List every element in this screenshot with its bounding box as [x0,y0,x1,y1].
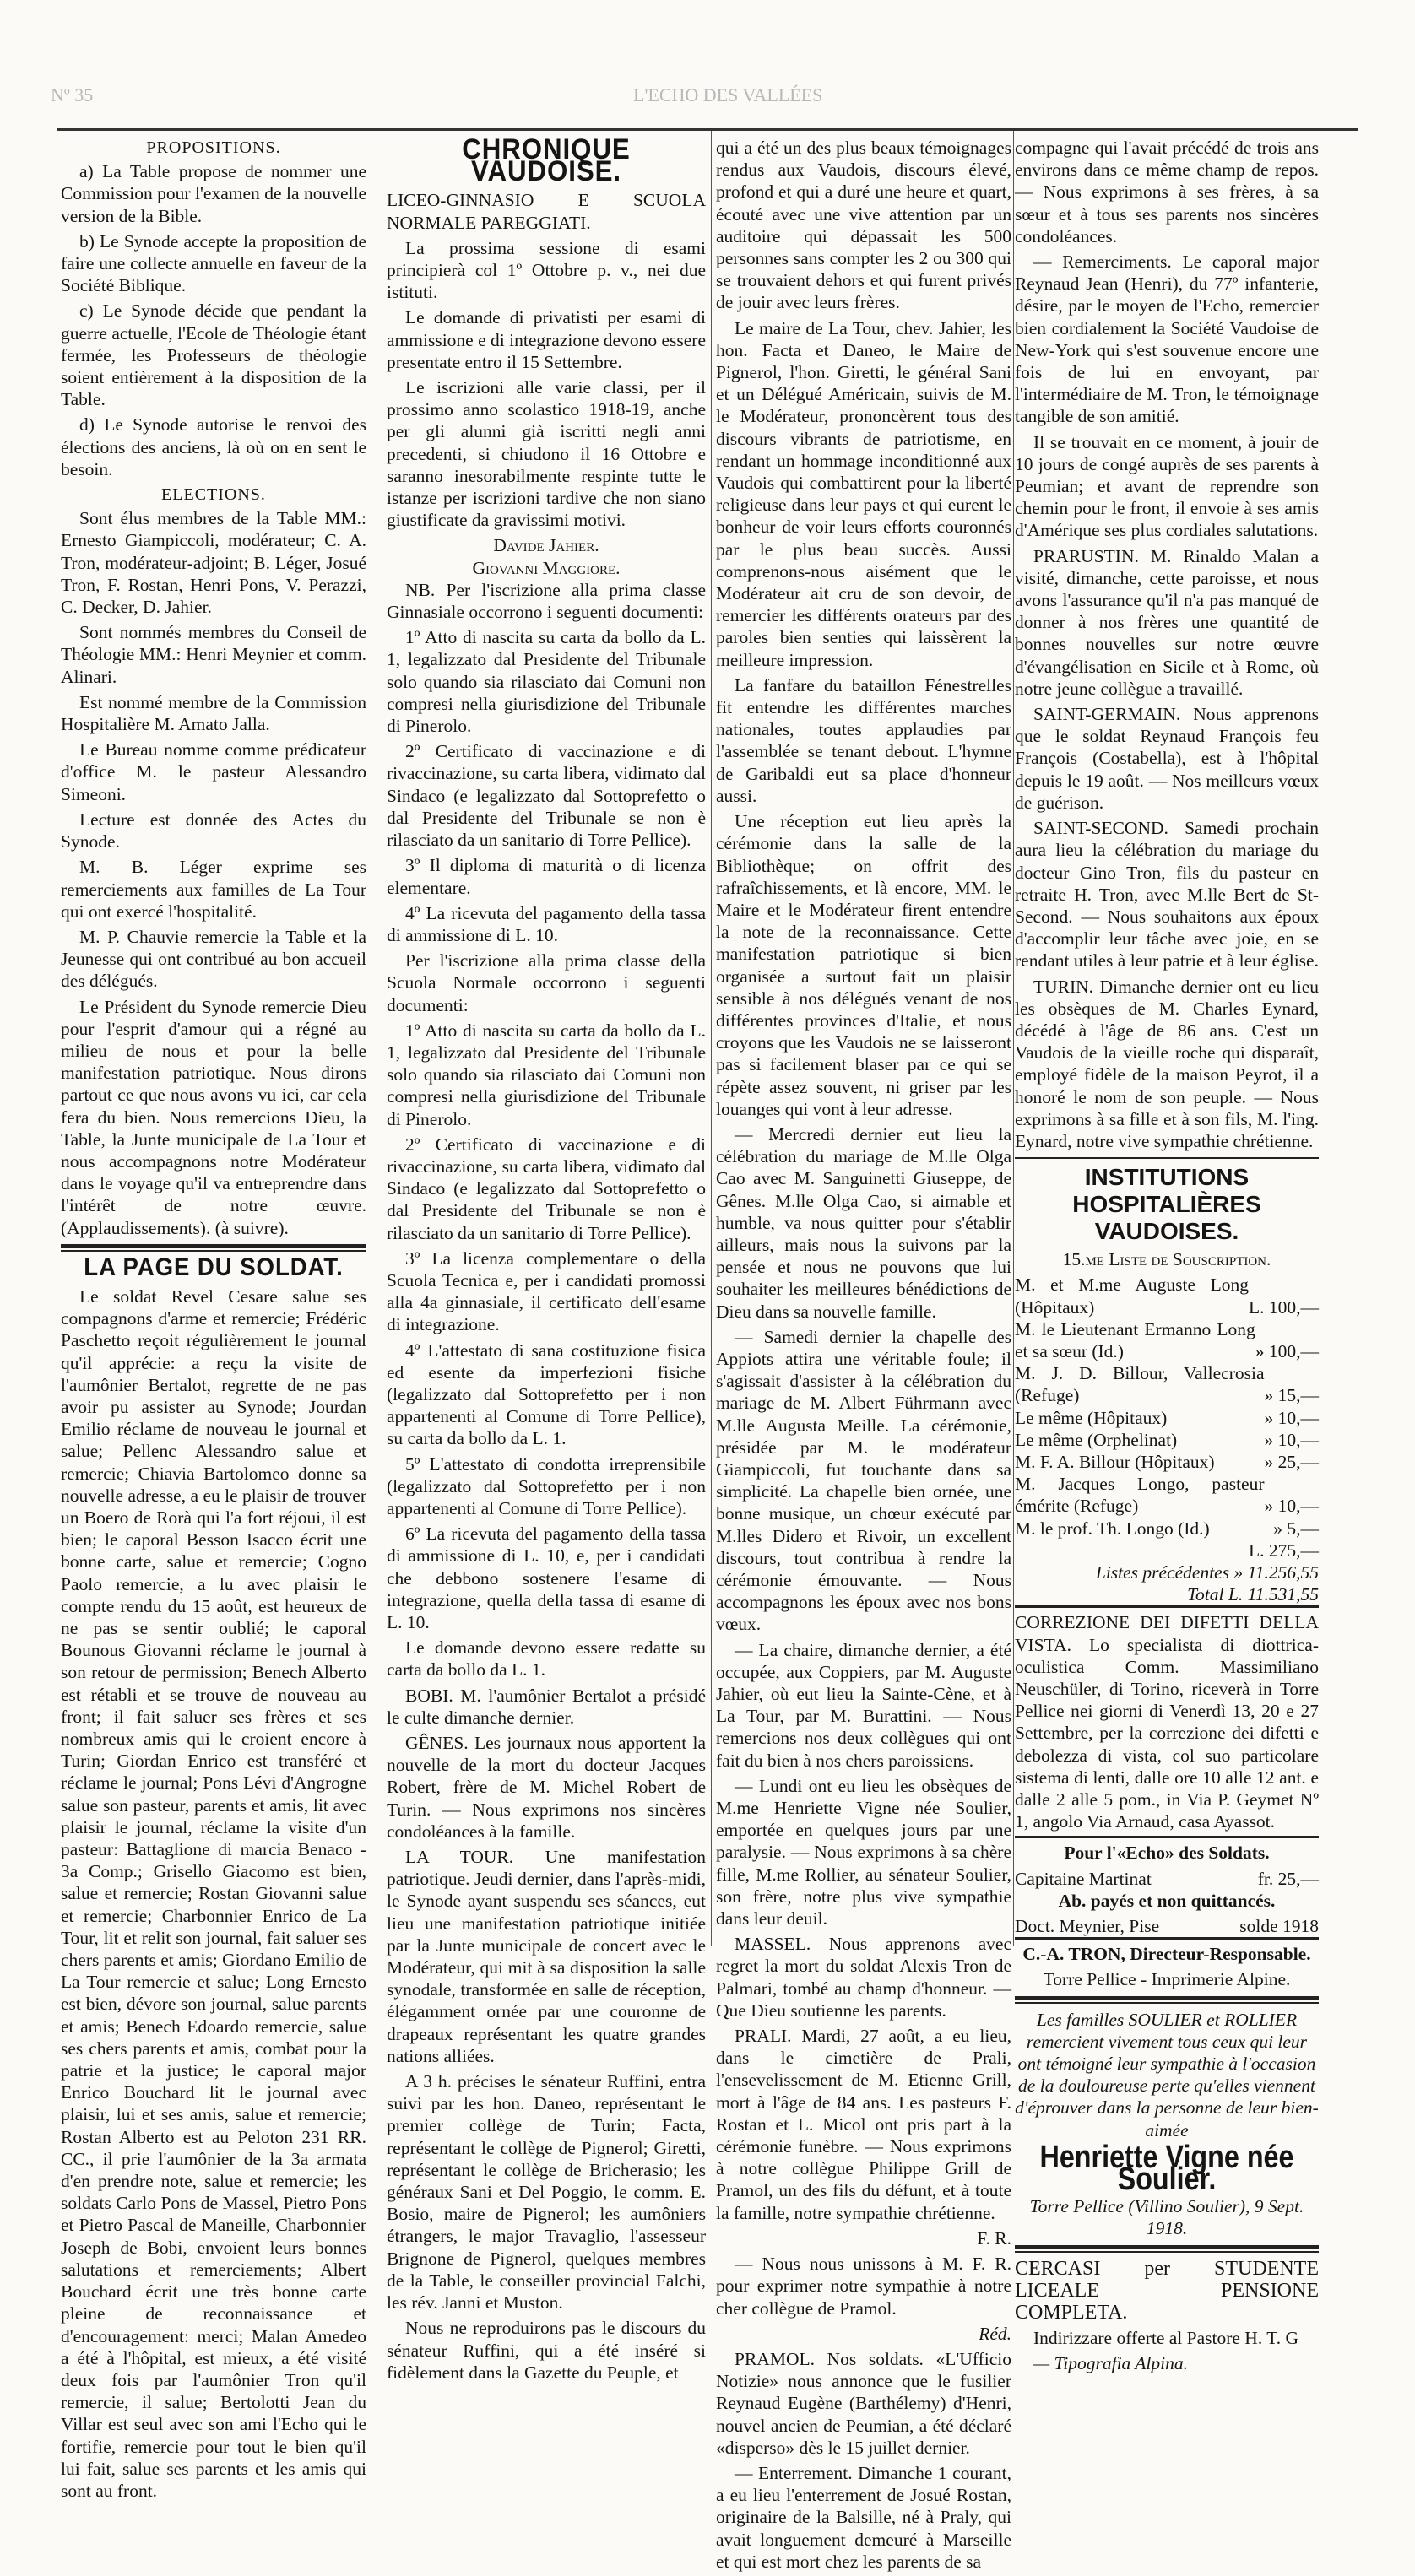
column-divider [1013,131,1014,1946]
paragraph: 4º La ricevuta del pagamento della tassa di ammissione di L. 10. [387,902,706,945]
paragraph: GÊNES. Les journaux nous apportent la nouvelle de la mort du docteur Jacques Robert, frère de M. Michel Robert de Turin. — Nous exprimons nos sincères condoléances à la famille. [387,1733,706,1842]
donor-name: M. le Lieutenant Ermanno Long et sa sœur (Id.) [1015,1318,1255,1361]
section-heading: ELECTIONS. [161,485,266,505]
paragraph: — Enterrement. Dimanche 1 courant, a eu lieu l'enterrement de Josué Rostan, originaire de la Balsille, né à Praly, qui avait longuement demeuré à Marseille et qui est mort chez les parents de sa [716,2462,1011,2572]
paragraph: Lecture est donnée des Actes du Synode. [61,809,366,852]
editor-box [1015,1937,1319,1990]
donation-row [1015,1518,1319,1540]
paragraph: Une réception eut lieu après la cérémonie dans la salle de la Bibliothèque; on offrit des rafraîchissements, et là encore, MM. le Maire et le Modérateur firent entendre la note de la reconnaissance. Cette manifestation patriotique si bien organisée a surtout fait un plaisir sensible à nos délégués venant de nos différentes provinces d'Italie, et nous croyons que les Vaudois ne se laisseront pas si facilement blaser par ce qui se répète assez souvent, ni griser par les louanges qui vont à leur adresse. [716,811,1011,1119]
column-2 [387,133,706,2387]
donor-name: M. F. A. Billour (Hôpitaux) [1015,1451,1215,1472]
subheading: 15.me Liste de Souscription. [1062,1249,1271,1270]
donation-row [1015,1451,1319,1473]
donation-row [1015,1362,1319,1406]
donor-name: M. et M.me Auguste Long (Hôpitaux) [1015,1274,1249,1318]
paragraph: PRARUSTIN. M. Rinaldo Malan a visité, dimanche, cette paroisse, et nous avons l'assurance qu'il n'a pas manqué de donner à nos frères une quantité de bonnes nouvelles sur notre œuvre d'évangélisation en Sicile et à Rome, où notre jeune collègue a travaillé. [1015,545,1319,699]
sum-line: L. 275,— [1248,1540,1319,1561]
paragraph: 3º Il diploma di maturità o di licenza elementare. [387,855,706,898]
section-rule [1015,1157,1319,1159]
echo-amount: fr. 25,— [1257,1868,1319,1889]
paragraph: M. P. Chauvie remercie la Table et la Jeunesse qui ont contribué au bon accueil des délégués. [61,926,366,992]
paragraph: Le soldat Revel Cesare salue ses compagnons d'arme et remercie; Frédéric Paschetto reçoit régulièrement le journal qu'il apprécie: a reçu la visite de l'aumônier Bertalot, regrette de ne pas avoir pu assister au Synode; Jourdan Emilio réclame de nouveau le journal et salue; Pellenc Alessandro salue et remercie; Chiavia Bartolomeo donne sa nouvelle adresse, a eu le plaisir de trouver un Boero de Rorà qui l'a fort réjoui, il est bien; le caporal Besson Isacco écrit une bonne carte, salue et remercie; Cogno Paolo remercie, a lu avec plaisir le compte rendu du 15 août, est heureux de ne pas se sentir oublié; le caporal Bounous Giovanni réclame le journal à son retour de permission; Benech Alberto est rétabli et se trouve de nouveau au front; il fait saluer ses frères et ses nombreux amis qui le croient encore à Turin; Giordan Enrico est transféré et réclame le journal; Pons Lévi d'Angrogne salue son pasteur, parents et amis, lit avec plaisir le journal, réclame la visite d'un pasteur: Battaglione di marcia Benaco - 3a Comp.; Grisello Giacomo est bien, salue et remercie; Rostan Giovanni salue et remercie; Charbonnier Enrico de La Tour, lit et relit son journal, fait saluer ses chers parents et amis; Giordano Emilio de La Tour remercie et salue; Long Ernesto est bien, dévore son journal, salue parents et amis; Benech Edoardo remercie, salue ses chers parents et amis, combat pour la patrie et la justice; le caporal major Enrico Bouchard lit le journal avec plaisir, lui et ses amis, salue et remercie; Rostan Alberto est au Peloton 231 RR. CC., il prie l'aumônier de la 3a armata d'en prendre note, salue et remercie; les soldats Carlo Pons de Massel, Pietro Pons et Pietro Pascal de Maneille, Charbonnier Joseph de Bobi, envoient leurs bonnes salutations et remerciements; Albert Bouchard écrit une très bonne carte pleine de reconnaissance et d'encouragement: merci; Malan Amedeo a été à l'hôpital, est mieux, a été visité deux fois par l'aumônier Tron qu'il remercie, il salue; Bertolotti Jean du Villar est seul avec son ami l'Echo qui le fortifie, remercie pour tout le bien qu'il lui fait, salue ses parents et les amis qui sont au front. [61,1285,366,2501]
column-4 [1015,137,1319,2378]
paragraph: — La chaire, dimanche dernier, a été occupée, aux Coppiers, par M. Auguste Jahier, où eut lieu la Sainte-Cène, et à La Tour, par M. Burattini. — Nous remercions nos deux collègues qui ont fait du bien à nos chers paroissiens. [716,1639,1011,1771]
page-header [51,84,1364,105]
paragraph: Nous ne reproduirons pas le discours du sénateur Ruffini, qui a été inséré si fidèlement dans la Gazette du Peuple, et [387,2318,706,2383]
masthead-faded: L'ECHO DES VALLÉES [633,84,823,106]
donation-amount: » 10,— [1264,1407,1319,1428]
previous-lists: Listes précédentes » 11.256,55 [1095,1561,1319,1583]
paragraph: BOBI. M. l'aumônier Bertalot a présidé le culte dimanche dernier. [387,1685,706,1728]
donation-amount: » 25,— [1264,1451,1319,1472]
paragraph: Le Président du Synode remercie Dieu pour l'esprit d'amour qui a régné au milieu de nous et pour la belle manifestation patriotique. Nous dirons partout ce que nous avons vu ici, car cela fera du bien. Nous remercions Dieu, la Table, la Junte municipale de La Tour et nous accompagnons notre Modérateur dans le voyage qu'il va entreprendre dans l'intérêt de notre œuvre. (Applaudissements). (à suivre). [61,996,366,1238]
page-number: Nº 35 [51,84,94,106]
paragraph: Per l'iscrizione alla prima classe della Scuola Normale occorrono i seguenti documenti: [387,950,706,1015]
ad-address: Indirizzare offerte al Pastore H. T. G [1033,2328,1299,2349]
donation-row [1015,1473,1319,1517]
paid-line [1015,1915,1319,1937]
paragraph: Sont élus membres de la Table MM.: Ernesto Giampiccoli, modérateur; C. A. Tron, modérateur-adjoint; B. Léger, Josué Tron, F. Rostan, Henri Pons, V. Perazzi, C. Decker, D. Jahier. [61,508,366,618]
donation-amount: » 10,— [1264,1429,1319,1450]
paid-amount: solde 1918 [1239,1916,1319,1937]
section-title-institutions: INSTITUTIONS HOSPITALIÈRES VAUDOISES. [1072,1164,1261,1245]
paragraph: Le domande devono essere redatte su carta da bollo da L. 1. [387,1637,706,1680]
paragraph: 2º Certificato di vaccinazione e di rivaccinazione, su carta libera, vidimato dal Sindaco (e legalizzato dal Sottoprefetto o dal Presidente del Tribunale se non è rilasciato da un sanitario di Torre Pellice). [387,1134,706,1243]
paragraph: qui a été un des plus beaux témoignages rendus aux Vaudois, discours élevé, profond et qui a duré une heure et quart, écouté avec une vive attention par un auditoire qui dépassait les 500 personnes sans compter les 2 ou 300 qui se trouvaient dehors et qui furent privés de jouir avec leurs frères. [716,138,1011,313]
grand-total: Total L. 11.531,55 [1187,1584,1319,1605]
subheading: LICEO-GINNASIO E SCUOLA NORMALE PAREGGIATI. [387,190,706,233]
ad-cercasi: CERCASI per STUDENTE LICEALE PENSIONE COMPLETA. [1015,2257,1319,2324]
column-divider [711,131,712,1946]
signature: Davide Jahier. [493,535,599,556]
donor-name: Le même (Orphelinat) [1015,1429,1178,1450]
paragraph: 3º La licenza complementare o della Scuola Tecnica e, per i candidati promossi alla 4a ginnasiale, il certificato dell'esame di integrazione. [387,1247,706,1335]
echo-title: Pour l'«Echo» des Soldats. [1064,1843,1270,1864]
paragraph: c) Le Synode décide que pendant la guerre actuelle, l'Ecole de Théologie étant fermée, les Professeurs de théologie soient entièrement à la disposition de la Table. [61,300,366,410]
section-rule [1015,1996,1319,2004]
section-rule [61,1244,366,1252]
paid-title: Ab. payés et non quittancés. [1058,1890,1276,1911]
paragraph: PRALI. Mardi, 27 août, a eu lieu, dans le cimetière de Prali, l'ensevelissement de M. Etienne Grill, mort à l'âge de 84 ans. Les pasteurs F. Rostan et L. Micol ont pris part à la cérémonie funèbre. — Nous exprimons à notre collègue Philippe Grill de Pramol, un des fils du défunt, et à toute la famille, notre sympathie chrétienne. [716,2026,1011,2223]
paragraph: — Mercredi dernier eut lieu la célébration du mariage de M.lle Olga Cao avec M. Sanguinetti Giuseppe, de Gênes. M.lle Olga Cao, si aimable et humble, va nous quitter pour s'établir ailleurs, mais nous la suivons par la pensée et nous ne pouvons que lui souhaiter les meilleures bénédictions de Dieu dans sa nouvelle famille. [716,1123,1011,1322]
paragraph: compagne qui l'avait précédé de trois ans environs dans ce même champ de repos. — Nous exprimons à ses frères, à sa sœur et à tous ses parents nos sincères condoléances. [1015,138,1319,246]
header-rule [57,128,1358,131]
donation-row [1015,1407,1319,1429]
deceased-name: Henriette Vigne née Soulier. [1039,2139,1294,2198]
ad-printer: — Tipografia Alpina. [1033,2353,1188,2374]
paragraph: 5º L'attestato di condotta irreprensibile (legalizzato dal Sottoprefetto per i non appartenenti al Comune di Torre Pellice). [387,1453,706,1518]
paragraph: Le iscrizioni alle varie classi, per il prossimo anno scolastico 1918-19, anche per gli alunni già iscritti negli anni precedenti, si chiudono il 16 Ottobre e saranno inesorabilmente respinte tutte le istanze per iscrizioni tardive che non siano giustificate da gravissimi motivi. [387,377,706,531]
column-3 [716,137,1011,2576]
paragraph: SAINT-SECOND. Samedi prochain aura lieu la célébration du mariage du docteur Gino Tron, fils du pasteur en retraite H. Tron, avec M.lle Bert de St-Second. — Nous souhaitons aux époux d'accomplir leur tâche avec joie, en se rendant utiles à leur patrie et à leur église. [1015,818,1319,971]
paragraph: MASSEL. Nous apprenons avec regret la mort du soldat Alexis Tron de Palmari, tombé au champ d'honneur. — Que Dieu soutienne les parents. [716,1934,1011,2021]
paragraph: — Remerciments. Le caporal major Reynaud Jean (Henri), du 77º infanterie, désire, par le moyen de l'Echo, remercier bien cordialement la Société Vaudoise de New-York qui s'est souvenue encore une fois de lui en envoyant, par l'intermédiaire de M. Tron, le témoignage tangible de son amitié. [1015,252,1319,427]
paragraph: Le maire de La Tour, chev. Jahier, les hon. Facta et Daneo, le Maire de Pignerol, l'hon. Giretti, le général Sani et un Délégué Américain, suivis de M. le Modérateur, prononcèrent tous des discours vibrants de patriotisme, en rendant un hommage inconditionné aux Vaudois qui combattirent pour la liberté religieuse dans leur pays et qui eurent le bonheur de voir leurs efforts couronnés par le plus beau succès. Aussi comprenons-nous aisément que le Modérateur ait cru de son devoir, de remercier les différents orateurs par des paroles bien senties qui laissèrent la meilleure impression. [716,317,1011,670]
echo-line [1015,1868,1319,1890]
paragraph: 1º Atto di nascita su carta da bollo da L. 1, legalizzato dal Presidente del Tribunale solo quando sia rilasciato dai Comuni non compresi nella giurisdizione del Tribunale di Pinerolo. [387,627,706,737]
paragraph: b) Le Synode accepte la proposition de faire une collecte annuelle en faveur de la Société Biblique. [61,230,366,296]
paragraph: Sont nommés membres du Conseil de Théologie MM.: Henri Meynier et comm. Alinari. [61,622,366,687]
donation-amount: » 5,— [1273,1518,1319,1539]
paragraph: La fanfare du bataillon Fénestrelles fit entendre les différentes marches nationales, toutes applaudies par l'assemblée se tenant debout. L'hymne de Garibaldi eut sa place d'honneur aussi. [716,674,1011,806]
paragraph: — Samedi dernier la chapelle des Appiots attira une véritable foule; il s'agissait d'assister à la célébration du mariage de M. Albert Führmann avec M.lle Augusta Meille. La cérémonie, présidée par M. le modérateur Giampiccoli, fut touchante dans sa simplicité. La chapelle bien ornée, une bonne musique, un chœur exécuté par M.lles Didero et Rivoir, un excellent discours, tout contribua à rendre la cérémonie émouvante. — Nous accompagnons les époux avec nos bons vœux. [716,1326,1011,1635]
editor-line: C.-A. TRON, Directeur-Responsable. [1022,1944,1311,1965]
paragraph: Il se trouvait en ce moment, à jouir de 10 jours de congé auprès de ses parents à Peumian; et avant de reprendre son chemin pour le front, il envoie à ses amis d'Amérique ses plus cordiales salutations. [1015,431,1319,541]
echo-box [1015,1836,1319,1937]
paragraph: LA TOUR. Une manifestation patriotique. Jeudi dernier, dans l'après-midi, le Synode ayant suspendu ses séances, eut lieu une manifestation patriotique initiée par la Junte municipale de concert avec le Modérateur, qui mit à sa disposition la salle synodale, transformée en salle de réception, élégamment ornée par une couronne de drapeaux représentant les quatre grandes nations alliées. [387,1847,706,2066]
paragraph: A 3 h. précises le sénateur Ruffini, entra suivi par les hon. Daneo, représentant le premier collège de Turin; Facta, représentant le collège de Pignerol; Giretti, représentant le collège de Bricherasio; les généraux Sani et Del Poggio, le comm. E. Bosio, maire de Pignerol; les aumôniers étrangers, le major Travaglio, l'assesseur Brignone de Pignerol, quelques membres de la Table, le conseiller provincial Falchi, les rév. Janni et Muston. [387,2071,706,2314]
section-rule [1015,2245,1319,2253]
donor-name: M. Jacques Longo, pasteur émérite (Refuge) [1015,1474,1265,1517]
donation-row [1015,1429,1319,1451]
paragraph: Est nommé membre de la Commission Hospitalière M. Amato Jalla. [61,691,366,735]
donation-amount: » 10,— [1264,1496,1319,1517]
paragraph: M. B. Léger exprime ses remerciements aux familles de La Tour qui ont exercé l'hospitalité. [61,857,366,922]
paragraph: 6º La ricevuta del pagamento della tassa di ammissione di L. 10, e, per i candidati che debbono sostenere l'esame di integrazione, quella della tassa di esame di L. 10. [387,1523,706,1632]
paragraph: a) La Table propose de nommer une Commission pour l'examen de la nouvelle version de la Bible. [61,161,366,226]
signature: Réd. [979,2323,1011,2344]
donation-amount: » 15,— [1264,1385,1319,1406]
paragraph: Le Bureau nomme comme prédicateur d'office M. le pasteur Alessandro Simeoni. [61,739,366,804]
donor-name: Le même (Hôpitaux) [1015,1407,1168,1428]
printer-line: Torre Pellice - Imprimerie Alpine. [1043,1969,1291,1990]
paragraph: — Lundi ont eu lieu les obsèques de M.me Henriette Vigne née Soulier, emportée en quelques jours par une paralysie. — Nous exprimons à sa chère fille, M.me Rollier, au sénateur Soulier, son frère, notre plus vive sympathie dans leur deuil. [716,1775,1011,1929]
ad-box [1015,1605,1319,1832]
thanks-notice: Les familles SOULIER et ROLLIER remercient vivement tous ceux qui leur ont témoigné leur sympathie à l'occasion de la douloureuse perte qu'elles viennent d'éprouver dans la personne de leur bien-aimée [1015,2009,1319,2140]
ad-vista: CORREZIONE DEI DIFETTI DELLA VISTA. Lo specialista di diottrica-oculistica Comm. Massimiliano Neuschüler, di Torino, riceverà in Torre Pellice nei giorni di Venerdì 13, 20 e 27 Settembre, per la correzione dei difetti e debolezza di vista, col suo particolare sistema di lenti, dalle ore 10 alle 12 ant. e dalle 2 alle 5 pom., in Via P. Geymet Nº 1, angolo Via Arnaud, casa Ayassot. [1015,1612,1319,1832]
section-title-soldat: LA PAGE DU SOLDAT. [84,1253,344,1281]
column-1 [61,137,366,2505]
donation-amount: L. 100,— [1248,1296,1319,1318]
donation-row [1015,1318,1319,1362]
paragraph: TURIN. Dimanche dernier ont eu lieu les obsèques de M. Charles Eynard, décédé à l'âge de 86 ans. C'est un Vaudois de la vieille roche qui disparaît, employé fidèle de la maison Peyrot, il a honoré le nom de son peuple. — Nous exprimons à sa fille et à son fils, M. l'ing. Eynard, notre vive sympathie chrétienne. [1015,976,1319,1151]
donation-row [1015,1274,1319,1318]
paragraph: PRAMOL. Nos soldats. «L'Ufficio Notizie» nous annonce que le fusilier Reynaud Eugène (Barthélemy) d'Henri, nouvel ancien de Peumian, a été déclaré «disperso» dès le 15 juillet dernier. [716,2348,1011,2458]
donation-amount: » 100,— [1255,1340,1319,1361]
donor-name: M. J. D. Billour, Vallecrosia (Refuge) [1015,1363,1265,1406]
paragraph: 1º Atto di nascita su carta da bollo da L. 1, legalizzato dal Presidente del Tribunale solo quando sia rilasciato dai Comuni non compresi nella giurisdizione del Tribunale di Pinerolo. [387,1020,706,1129]
section-title-chronique: CHRONIQUE VAUDOISE. [462,133,631,188]
paragraph: La prossima sessione di esami principierà col 1º Ottobre p. v., nei due istituti. [387,237,706,303]
paragraph: 2º Certificato di vaccinazione e di rivaccinazione, su carta libera, vidimato dal Sindaco (e legalizzato dal Sottoprefetto o dal Presidente del Tribunale se non è rilasciato da un sanitario di Torre Pellice). [387,741,706,851]
signature: F. R. [977,2227,1011,2249]
paragraph: SAINT-GERMAIN. Nous apprenons que le soldat Reynaud François feu François (Costabella), est à l'hôpital depuis le 19 août. — Nos meilleurs vœux de guérison. [1015,704,1319,813]
paid-name: Doct. Meynier, Pise [1015,1916,1160,1937]
paragraph: Le domande di privatisti per esami di ammissione e di integrazione devono essere presentate entro il 15 Settembre. [387,307,706,372]
paragraph: d) Le Synode autorise le renvoi des élections des anciens, là où on en sent le besoin. [61,414,366,479]
donation-list [1015,1274,1319,1539]
section-heading: PROPOSITIONS. [146,138,281,157]
donor-name: M. le prof. Th. Longo (Id.) [1015,1518,1210,1539]
notice-place: Torre Pellice (Villino Soulier), 9 Sept. 1918. [1029,2196,1304,2239]
paragraph: — Nous nous unissons à M. F. R. pour exprimer notre sympathie à notre cher collègue de Pramol. [716,2254,1011,2319]
paragraph: NB. Per l'iscrizione alla prima classe Ginnasiale occorrono i seguenti documenti: [387,579,706,623]
echo-name: Capitaine Martinat [1015,1868,1152,1889]
paragraph: 4º L'attestato di sana costituzione fisica ed esente da imperfezioni fisiche (legalizzato dal Sottoprefetto per i non appartenenti al Comune di Torre Pellice), su carta da bollo da L. 1. [387,1339,706,1449]
signature: Giovanni Maggiore. [472,557,621,578]
